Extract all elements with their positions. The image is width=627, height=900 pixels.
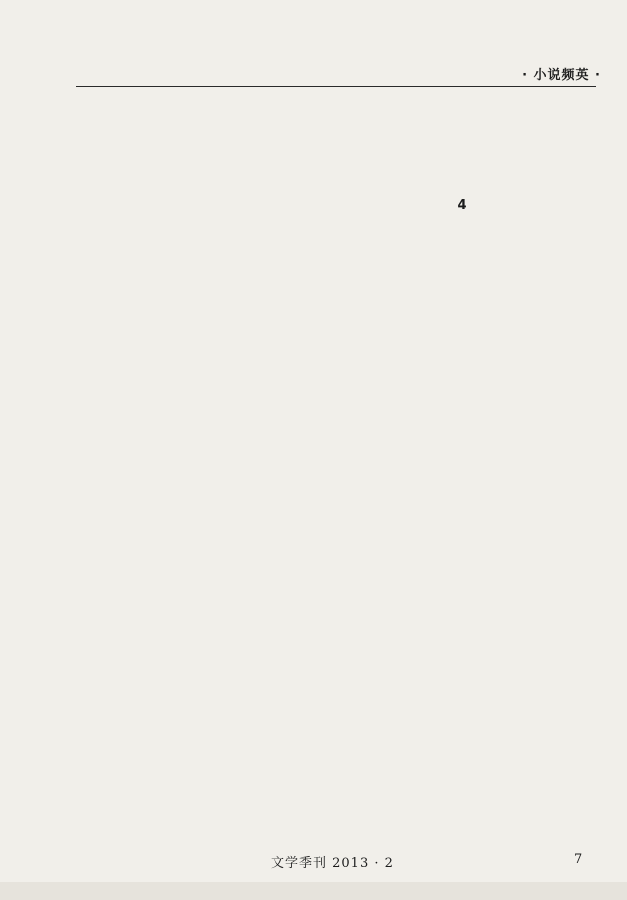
scan-bottom-edge [0,882,627,900]
page-footer [0,852,627,872]
section-label: · 小说频英 · [520,64,603,83]
section-number: 4 [457,198,467,213]
footer-journal: 文学季刊 2013 · 2 [271,856,394,871]
right-column [343,94,581,828]
header-rule [76,86,596,87]
page-number: 7 [574,852,583,867]
left-column [84,94,322,828]
